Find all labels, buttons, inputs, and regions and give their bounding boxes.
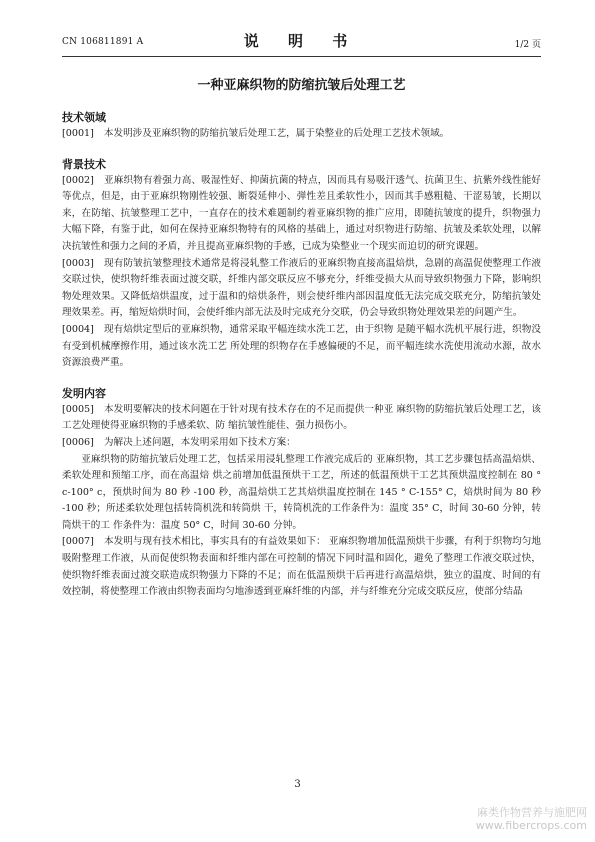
section-heading: 发明内容	[62, 386, 106, 400]
page-header	[62, 30, 541, 50]
paragraph	[62, 256, 541, 322]
page-number: 3	[294, 779, 301, 790]
paragraph	[62, 435, 541, 452]
document-type-title: 说 明 书	[243, 32, 360, 50]
page-indicator: 1/2 页	[514, 40, 541, 50]
paragraph-text: 本发明要解决的技术问题在于针对现有技术存在的不足而提供一种亚 麻织物的防缩抗皱后处理工艺，该工艺处理使得亚麻织物的手感柔软、防 缩抗皱性能佳、强力损伤小。	[62, 403, 541, 432]
site-watermark	[476, 806, 587, 832]
header-divider	[62, 56, 541, 57]
watermark-url: www.fibercrops.com	[475, 819, 587, 832]
paragraph-number: [0006]	[62, 436, 94, 448]
paragraph-number: [0001]	[62, 128, 94, 139]
publication-number: CN 106811891 A	[62, 37, 144, 47]
paragraph-text: 亚麻织物有着强力高、吸湿性好、抑菌抗菌的特点，因而具有易吸汗透气、抗菌卫生、抗紫外线性能好等优点，但是，由于亚麻织物刚性较强、断裂延伸小、弹性差且柔软性小，因而其手感粗糙、干涩易皱，长期以来，在防缩、抗皱整理工艺中，一直存在的技术难题制约着亚麻织物的推广应用，即随抗皱度的提升，织物强力大幅下降，有鉴于此，如何在保持亚麻织物特有的风格的基础上，通过对织物进行防缩、抗皱及柔软处理，以解决抗皱性和强力之间的矛盾，并且提高亚麻织物的手感，已成为染整业一个现实而迫切的研究课题。	[62, 174, 541, 252]
paragraph-number: [0004]	[62, 323, 94, 335]
paragraph-number: [0003]	[62, 257, 94, 269]
paragraph-text: 现有防皱抗皱整理技术通常是将浸轧整工作液后的亚麻织物直接高温焙烘，急剧的高温促使整理工作液交联过快，使织物纤维表面过渡交联，纤维内部交联反应不够充分，纤维受损大从而导致织物强力下降，影响织物处理效果。又降低焙烘温度，过于温和的焙烘条件，则会使纤维内部因温度低无法完成交联充分，防缩抗皱处理效果差。再，缩短焙烘时间，会使纤维内部无法及时完成充分交联，仍会导致织物处理效果差的问题产生。	[62, 257, 541, 319]
paragraph	[62, 534, 541, 600]
invention-title: 一种亚麻织物的防缩抗皱后处理工艺	[197, 78, 406, 93]
section-heading: 背景技术	[62, 157, 106, 171]
section-heading: 技术领域	[62, 111, 106, 124]
paragraph-number: [0005]	[62, 403, 94, 415]
paragraph	[62, 402, 541, 435]
paragraph-text: 本发明涉及亚麻织物的防缩抗皱后处理工艺，属于染整业的后处理工艺技术领域。	[103, 128, 450, 139]
document-body	[62, 110, 541, 601]
paragraph	[62, 452, 541, 535]
paragraph	[62, 173, 541, 256]
paragraph	[62, 126, 541, 143]
paragraph-text: 本发明与现有技术相比，事实具有的有益效果如下： 亚麻织物增加低温预烘干步骤，有利于织物均匀地吸附整理工作液，从而促使织物表面和纤维内部在可控制的情况下同时温和固化，避免了整理工作液交联过快，使织物纤维表面过渡交联造成织物强力下降的不足；而在低温预烘干后再进行高温焙烘，独立的温度、时间的有效控制，将使整理工作液由织物表面均匀地渗透到亚麻纤维的内部，并与纤维充分完成交联反应，使部分结晶	[62, 536, 541, 598]
watermark-name: 麻类作物营养与施肥网	[477, 806, 587, 819]
paragraph-text: 为解决上述问题，本发明采用如下技术方案：	[103, 436, 296, 448]
paragraph-number: [0007]	[62, 536, 94, 548]
paragraph-number: [0002]	[62, 174, 94, 186]
paragraph-text: 亚麻织物的防缩抗皱后处理工艺，包括采用浸轧整理工作液完成后的 亚麻织物，其工艺步骤包括高温焙烘、柔软处理和预缩工序，而在高温焙 烘之前增加低温预烘干工艺，所述的低温预烘干工艺其预烘温度控制在 80 ° c-100° c，预烘时间为 80 秒 -100 秒，高温焙烘工艺其焙烘温度控制在 145 ° C-155° C，焙烘时间为 80 秒 -100 秒；所述柔软处理包括转筒机洗和转筒烘 干，转筒机洗的工作条件为：温度 35° C，时间 30-60 分钟，转筒烘干的工 作条件为：温度 50° C，时间 30-60 分钟。	[62, 453, 541, 531]
paragraph-text: 现有焙烘定型后的亚麻织物，通常采取平幅连续水洗工艺，由于织物 是随平幅水洗机平展行进，织物没有受到机械摩擦作用，通过该水洗工艺 所处理的织物存在手感偏硬的不足，而平幅连续水洗使用流动水源，故水 资源浪费严重。	[62, 323, 541, 369]
paragraph	[62, 322, 541, 372]
